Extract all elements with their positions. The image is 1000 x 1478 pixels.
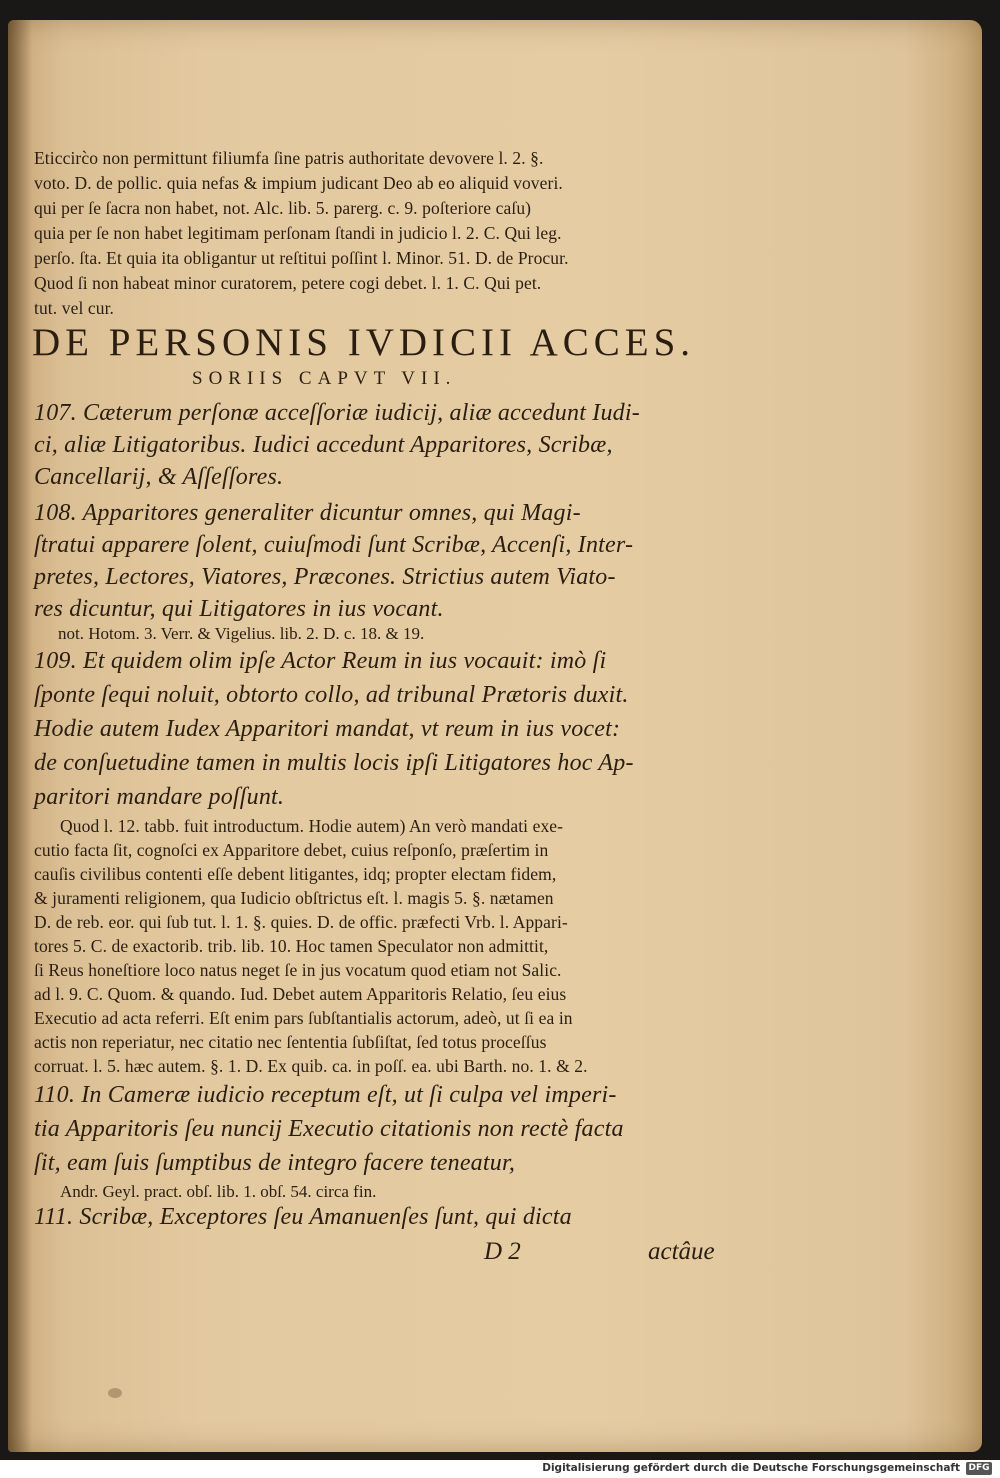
- paragraph-108-line: res dicuntur, qui Litigatores in ius vocant.: [34, 596, 444, 622]
- paragraph-110-line: 110. In Cameræ iudicio receptum eſt, ut ſi culpa vel imperi-: [34, 1082, 617, 1108]
- text-line: tut. vel cur.: [34, 298, 115, 318]
- citation-note: Andr. Geyl. pract. obſ. lib. 1. obſ. 54. circa fin.: [60, 1182, 377, 1201]
- commentary-line: D. de reb. eor. qui ſub tut. l. 1. §. quies. D. de offic. præfecti Vrb. l. Appari-: [34, 912, 568, 932]
- book-page: [8, 20, 982, 1452]
- catchword: actâue: [648, 1238, 715, 1265]
- paragraph-108-line: ſtratui apparere ſolent, cuiuſmodi ſunt Scribæ, Accenſi, Inter-: [34, 532, 634, 558]
- footer-credit: Digitalisierung gefördert durch die Deutsche Forschungsgemeinschaft: [542, 1462, 960, 1474]
- citation-note: not. Hotom. 3. Verr. & Vigelius. lib. 2. D. c. 18. & 19.: [58, 624, 425, 643]
- commentary-line: actis non reperiatur, nec citatio nec ſententia ſubſiſtat, ſed totus proceſſus: [34, 1032, 547, 1052]
- text-line: qui per ſe ſacra non habet, not. Alc. lib. 5. parerg. c. 9. poſteriore caſu): [34, 198, 532, 218]
- paragraph-110-line: ſit, eam ſuis ſumptibus de integro facere teneatur,: [34, 1150, 516, 1176]
- text-line: Eticcirc̀o non permittunt filiumfa ſine patris authoritate devovere l. 2. §.: [34, 148, 544, 168]
- commentary-line: corruat. l. 5. hæc autem. §. 1. D. Ex quib. ca. in poſſ. ea. ubi Barth. no. 1. & 2.: [34, 1056, 588, 1076]
- paragraph-109-line: ſponte ſequi noluit, obtorto collo, ad tribunal Prætoris duxit.: [34, 682, 629, 708]
- signature-mark: D 2: [484, 1238, 521, 1265]
- text-line: Quod ſi non habeat minor curatorem, petere cogi debet. l. 1. C. Qui pet.: [34, 273, 542, 293]
- paragraph-108-line: 108. Apparitores generaliter dicuntur omnes, qui Magi-: [34, 500, 581, 526]
- paragraph-107-line: Cancellarij, & Aſſeſſores.: [34, 464, 284, 490]
- commentary-line: Executio ad acta referri. Eſt enim pars ſubſtantialis actorum, adeò, ut ſi ea in: [34, 1008, 573, 1028]
- paragraph-110-line: tia Apparitoris ſeu nuncij Executio citationis non rectè facta: [34, 1116, 624, 1142]
- paragraph-107-line: ci, aliæ Litigatoribus. Iudici accedunt Apparitores, Scribæ,: [34, 432, 613, 458]
- paragraph-108-line: pretes, Lectores, Viatores, Præcones. Strictius autem Viato-: [34, 564, 616, 590]
- paragraph-107-line: 107. Cæterum perſonæ acceſſoriæ iudicij, aliæ accedunt Iudi-: [34, 400, 640, 426]
- commentary-line: tores 5. C. de exactorib. trib. lib. 10. Hoc tamen Speculator non admittit,: [34, 936, 549, 956]
- paragraph-109-line: de conſuetudine tamen in multis locis ipſi Litigatores hoc Ap-: [34, 750, 634, 776]
- paragraph-109-line: 109. Et quidem olim ipſe Actor Reum in ius vocauit: imò ſi: [34, 648, 607, 674]
- chapter-heading: DE PERSONIS IVDICII ACCES.: [32, 321, 696, 364]
- text-line: voto. D. de pollic. quia nefas & impium judicant Deo ab eo aliquid voveri.: [34, 173, 563, 193]
- commentary-line: cauſis civilibus contenti eſſe debent litigantes, idq; propter electam fidem,: [34, 864, 557, 884]
- text-line: perſo. ſta. Et quia ita obligantur ut reſtitui poſſint l. Minor. 51. D. de Procur.: [34, 248, 569, 268]
- commentary-line: Quod l. 12. tabb. fuit introductum. Hodie autem) An verò mandati exe-: [60, 816, 564, 836]
- chapter-subheading: SORIIS CAPVT VII.: [192, 368, 457, 389]
- commentary-line: ſi Reus honeſtiore loco natus neget ſe in jus vocatum quod etiam not Salic.: [34, 960, 562, 980]
- commentary-line: & juramenti religionem, qua Iudicio obſtrictus eſt. l. magis 5. §. nætamen: [34, 888, 554, 908]
- paragraph-109-line: paritori mandare poſſunt.: [34, 784, 285, 810]
- text-line: quia per ſe non habet legitimam perſonam ſtandi in judicio l. 2. C. Qui leg.: [34, 223, 562, 243]
- page-text: [8, 20, 982, 1452]
- commentary-line: cutio facta ſit, cognoſci ex Apparitore debet, cuius reſponſo, præſertim in: [34, 840, 549, 860]
- ink-smudge: [108, 1388, 122, 1398]
- paragraph-111-line: 111. Scribæ, Exceptores ſeu Amanuenſes ſunt, qui dicta: [34, 1204, 572, 1230]
- dfg-logo-icon: DFG: [966, 1462, 992, 1475]
- commentary-line: ad l. 9. C. Quom. & quando. Iud. Debet autem Apparitoris Relatio, ſeu eius: [34, 984, 567, 1004]
- paragraph-109-line: Hodie autem Iudex Apparitori mandat, vt reum in ius vocet:: [34, 716, 621, 742]
